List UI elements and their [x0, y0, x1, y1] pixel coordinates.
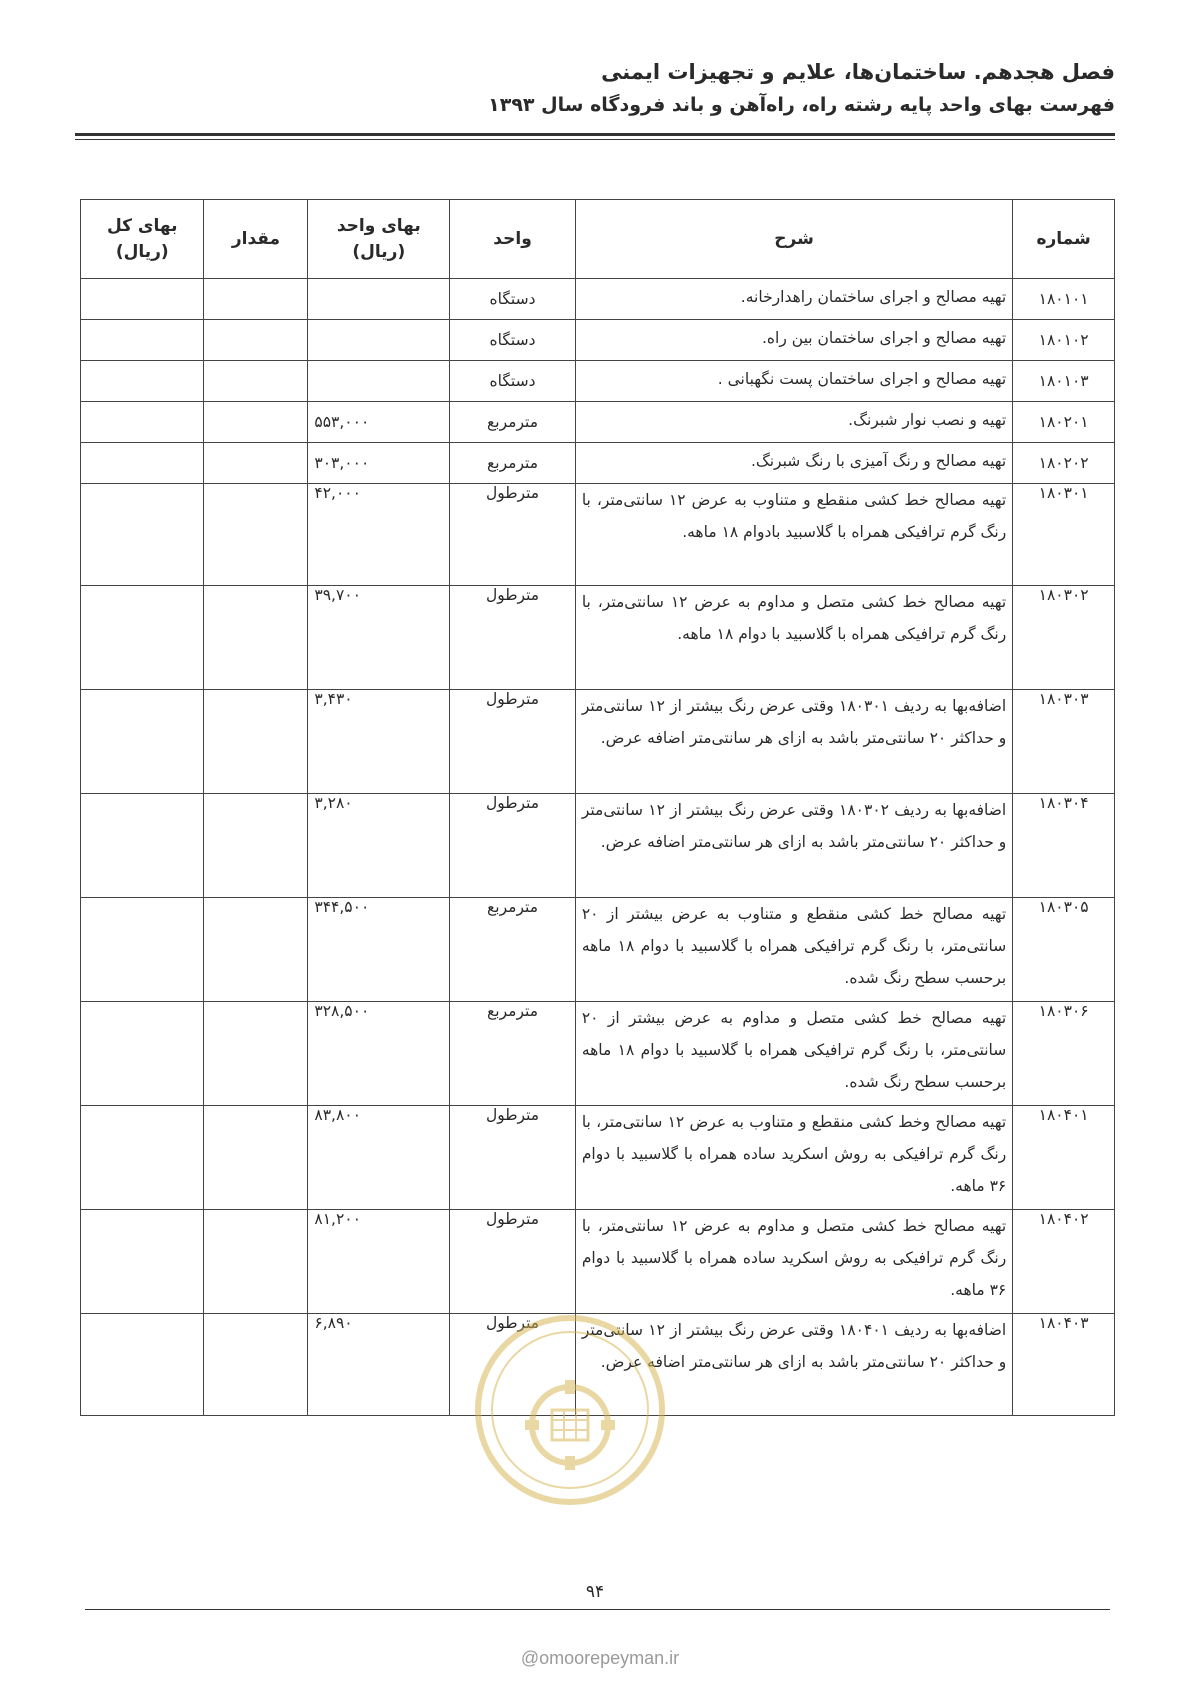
row-quantity [204, 690, 308, 794]
row-number: ۱۸۰۳۰۶ [1013, 1002, 1115, 1106]
row-unit-price [308, 320, 450, 361]
row-number: ۱۸۰۱۰۱ [1013, 279, 1115, 320]
row-unit-price [308, 361, 450, 402]
row-description: تهیه و نصب نوار شبرنگ. [575, 402, 1012, 443]
table-row [81, 1210, 1115, 1314]
row-description: تهیه مصالح خط کشی متصل و مداوم به عرض بیشتر از ۲۰ سانتی‌متر، با رنگ گرم ترافیکی همراه با گلاسبید با دوام ۱۸ ماهه برحسب سطح رنگ شده. [575, 1002, 1012, 1106]
table-row [81, 279, 1115, 320]
row-unit: دستگاه [450, 320, 576, 361]
row-description: اضافه‌بها به ردیف ۱۸۰۳۰۱ وقتی عرض رنگ بیشتر از ۱۲ سانتی‌متر و حداکثر ۲۰ سانتی‌متر باشد به ازای هر سانتی‌متر اضافه عرض. [575, 690, 1012, 794]
table-row [81, 484, 1115, 586]
row-number: ۱۸۰۳۰۱ [1013, 484, 1115, 586]
row-unit-price: ۶,۸۹۰ [308, 1314, 450, 1416]
header-quantity: مقدار [204, 200, 308, 279]
row-description: تهیه مصالح خط کشی متصل و مداوم به عرض ۱۲ سانتی‌متر، با رنگ گرم ترافیکی همراه با گلاسبید با دوام ۱۸ ماهه. [575, 586, 1012, 690]
row-unit: مترمربع [450, 898, 576, 1002]
row-unit-price: ۵۵۳,۰۰۰ [308, 402, 450, 443]
row-number: ۱۸۰۴۰۳ [1013, 1314, 1115, 1416]
row-total-price [81, 443, 204, 484]
row-description: اضافه‌بها به ردیف ۱۸۰۴۰۱ وقتی عرض رنگ بیشتر از ۱۲ سانتی‌متر و حداکثر ۲۰ سانتی‌متر باشد به ازای هر سانتی‌متر اضافه عرض. [575, 1314, 1012, 1416]
stamp-watermark-icon [470, 1310, 670, 1510]
row-unit: مترمربع [450, 402, 576, 443]
row-total-price [81, 361, 204, 402]
row-quantity [204, 320, 308, 361]
row-total-price [81, 794, 204, 898]
row-quantity [204, 1002, 308, 1106]
row-number: ۱۸۰۴۰۲ [1013, 1210, 1115, 1314]
row-quantity [204, 443, 308, 484]
row-quantity [204, 402, 308, 443]
table-row [81, 1106, 1115, 1210]
row-number: ۱۸۰۱۰۲ [1013, 320, 1115, 361]
row-number: ۱۸۰۱۰۳ [1013, 361, 1115, 402]
row-total-price [81, 1106, 204, 1210]
row-unit-price: ۳۲۸,۵۰۰ [308, 1002, 450, 1106]
row-unit: دستگاه [450, 361, 576, 402]
price-table [80, 199, 1115, 1416]
header-unit: واحد [450, 200, 576, 279]
table-row [81, 898, 1115, 1002]
row-total-price [81, 1002, 204, 1106]
row-number: ۱۸۰۲۰۲ [1013, 443, 1115, 484]
row-unit-price: ۳۹,۷۰۰ [308, 586, 450, 690]
row-quantity [204, 794, 308, 898]
list-title: فهرست بهای واحد پایه رشته راه، راه‌آهن و باند فرودگاه سال ۱۳۹۳ [488, 94, 1115, 116]
header-total-price: بهای کل (ریال) [81, 200, 204, 279]
row-total-price [81, 1314, 204, 1416]
row-total-price [81, 690, 204, 794]
row-unit: مترطول [450, 586, 576, 690]
site-watermark: @omoorepeyman.ir [520, 1648, 680, 1668]
row-total-price [81, 586, 204, 690]
row-unit-price: ۳۴۴,۵۰۰ [308, 898, 450, 1002]
row-number: ۱۸۰۳۰۳ [1013, 690, 1115, 794]
row-quantity [204, 484, 308, 586]
row-unit: مترطول [450, 1314, 576, 1416]
header-rule-thin [75, 139, 1115, 140]
table-row [81, 794, 1115, 898]
row-description: تهیه مصالح خط کشی منقطع و متناوب به عرض بیشتر از ۲۰ سانتی‌متر، با رنگ گرم ترافیکی همراه با گلاسبید با دوام ۱۸ ماهه برحسب سطح رنگ شده. [575, 898, 1012, 1002]
row-number: ۱۸۰۳۰۵ [1013, 898, 1115, 1002]
row-unit-price: ۴۲,۰۰۰ [308, 484, 450, 586]
table-row [81, 320, 1115, 361]
page-number: ۹۴ [585, 1582, 605, 1602]
row-number: ۱۸۰۲۰۱ [1013, 402, 1115, 443]
row-unit: مترطول [450, 484, 576, 586]
table-header-row [81, 200, 1115, 279]
row-quantity [204, 279, 308, 320]
row-description: تهیه مصالح و اجرای ساختمان پست نگهبانی . [575, 361, 1012, 402]
row-total-price [81, 402, 204, 443]
page-header [75, 55, 1115, 121]
footer-rule [85, 1609, 1110, 1610]
row-description: تهیه مصالح و اجرای ساختمان بین راه. [575, 320, 1012, 361]
chapter-title: فصل هجدهم. ساختمان‌ها، علایم و تجهیزات ایمنی [601, 60, 1115, 84]
table-row [81, 586, 1115, 690]
header-description: شرح [575, 200, 1012, 279]
row-description: تهیه مصالح خط کشی متصل و مداوم به عرض ۱۲ سانتی‌متر، با رنگ گرم ترافیکی به روش اسکرید ساده همراه با گلاسبید با دوام ۳۶ ماهه. [575, 1210, 1012, 1314]
row-number: ۱۸۰۴۰۱ [1013, 1106, 1115, 1210]
row-quantity [204, 1210, 308, 1314]
row-unit-price: ۸۱,۲۰۰ [308, 1210, 450, 1314]
row-quantity [204, 898, 308, 1002]
row-description: تهیه مصالح و اجرای ساختمان راهدارخانه. [575, 279, 1012, 320]
row-unit-price [308, 279, 450, 320]
row-number: ۱۸۰۳۰۲ [1013, 586, 1115, 690]
row-total-price [81, 320, 204, 361]
header-rule-thick [75, 133, 1115, 136]
row-unit: دستگاه [450, 279, 576, 320]
table-row [81, 1002, 1115, 1106]
row-description: اضافه‌بها به ردیف ۱۸۰۳۰۲ وقتی عرض رنگ بیشتر از ۱۲ سانتی‌متر و حداکثر ۲۰ سانتی‌متر باشد به ازای هر سانتی‌متر اضافه عرض. [575, 794, 1012, 898]
table-row [81, 443, 1115, 484]
row-total-price [81, 484, 204, 586]
row-unit-price: ۸۳,۸۰۰ [308, 1106, 450, 1210]
row-description: تهیه مصالح وخط کشی منقطع و متناوب به عرض ۱۲ سانتی‌متر، با رنگ گرم ترافیکی به روش اسکرید ساده همراه با گلاسبید با دوام ۳۶ ماهه. [575, 1106, 1012, 1210]
row-unit: مترطول [450, 1210, 576, 1314]
row-number: ۱۸۰۳۰۴ [1013, 794, 1115, 898]
row-quantity [204, 361, 308, 402]
table-row [81, 402, 1115, 443]
row-description: تهیه مصالح و رنگ آمیزی با رنگ شبرنگ. [575, 443, 1012, 484]
row-description: تهیه مصالح خط کشی منقطع و متناوب به عرض ۱۲ سانتی‌متر، با رنگ گرم ترافیکی همراه با گلاسبید بادوام ۱۸ ماهه. [575, 484, 1012, 586]
row-unit-price: ۳,۲۸۰ [308, 794, 450, 898]
row-unit: مترمربع [450, 443, 576, 484]
table-row [81, 361, 1115, 402]
row-total-price [81, 1210, 204, 1314]
table-row [81, 690, 1115, 794]
row-quantity [204, 586, 308, 690]
row-total-price [81, 898, 204, 1002]
row-total-price [81, 279, 204, 320]
header-unit-price: بهای واحد (ریال) [308, 200, 450, 279]
header-number: شماره [1013, 200, 1115, 279]
row-unit: مترمربع [450, 1002, 576, 1106]
row-quantity [204, 1106, 308, 1210]
row-unit: مترطول [450, 1106, 576, 1210]
row-unit: مترطول [450, 794, 576, 898]
row-unit-price: ۳,۴۳۰ [308, 690, 450, 794]
row-unit: مترطول [450, 690, 576, 794]
row-unit-price: ۳۰۳,۰۰۰ [308, 443, 450, 484]
row-quantity [204, 1314, 308, 1416]
